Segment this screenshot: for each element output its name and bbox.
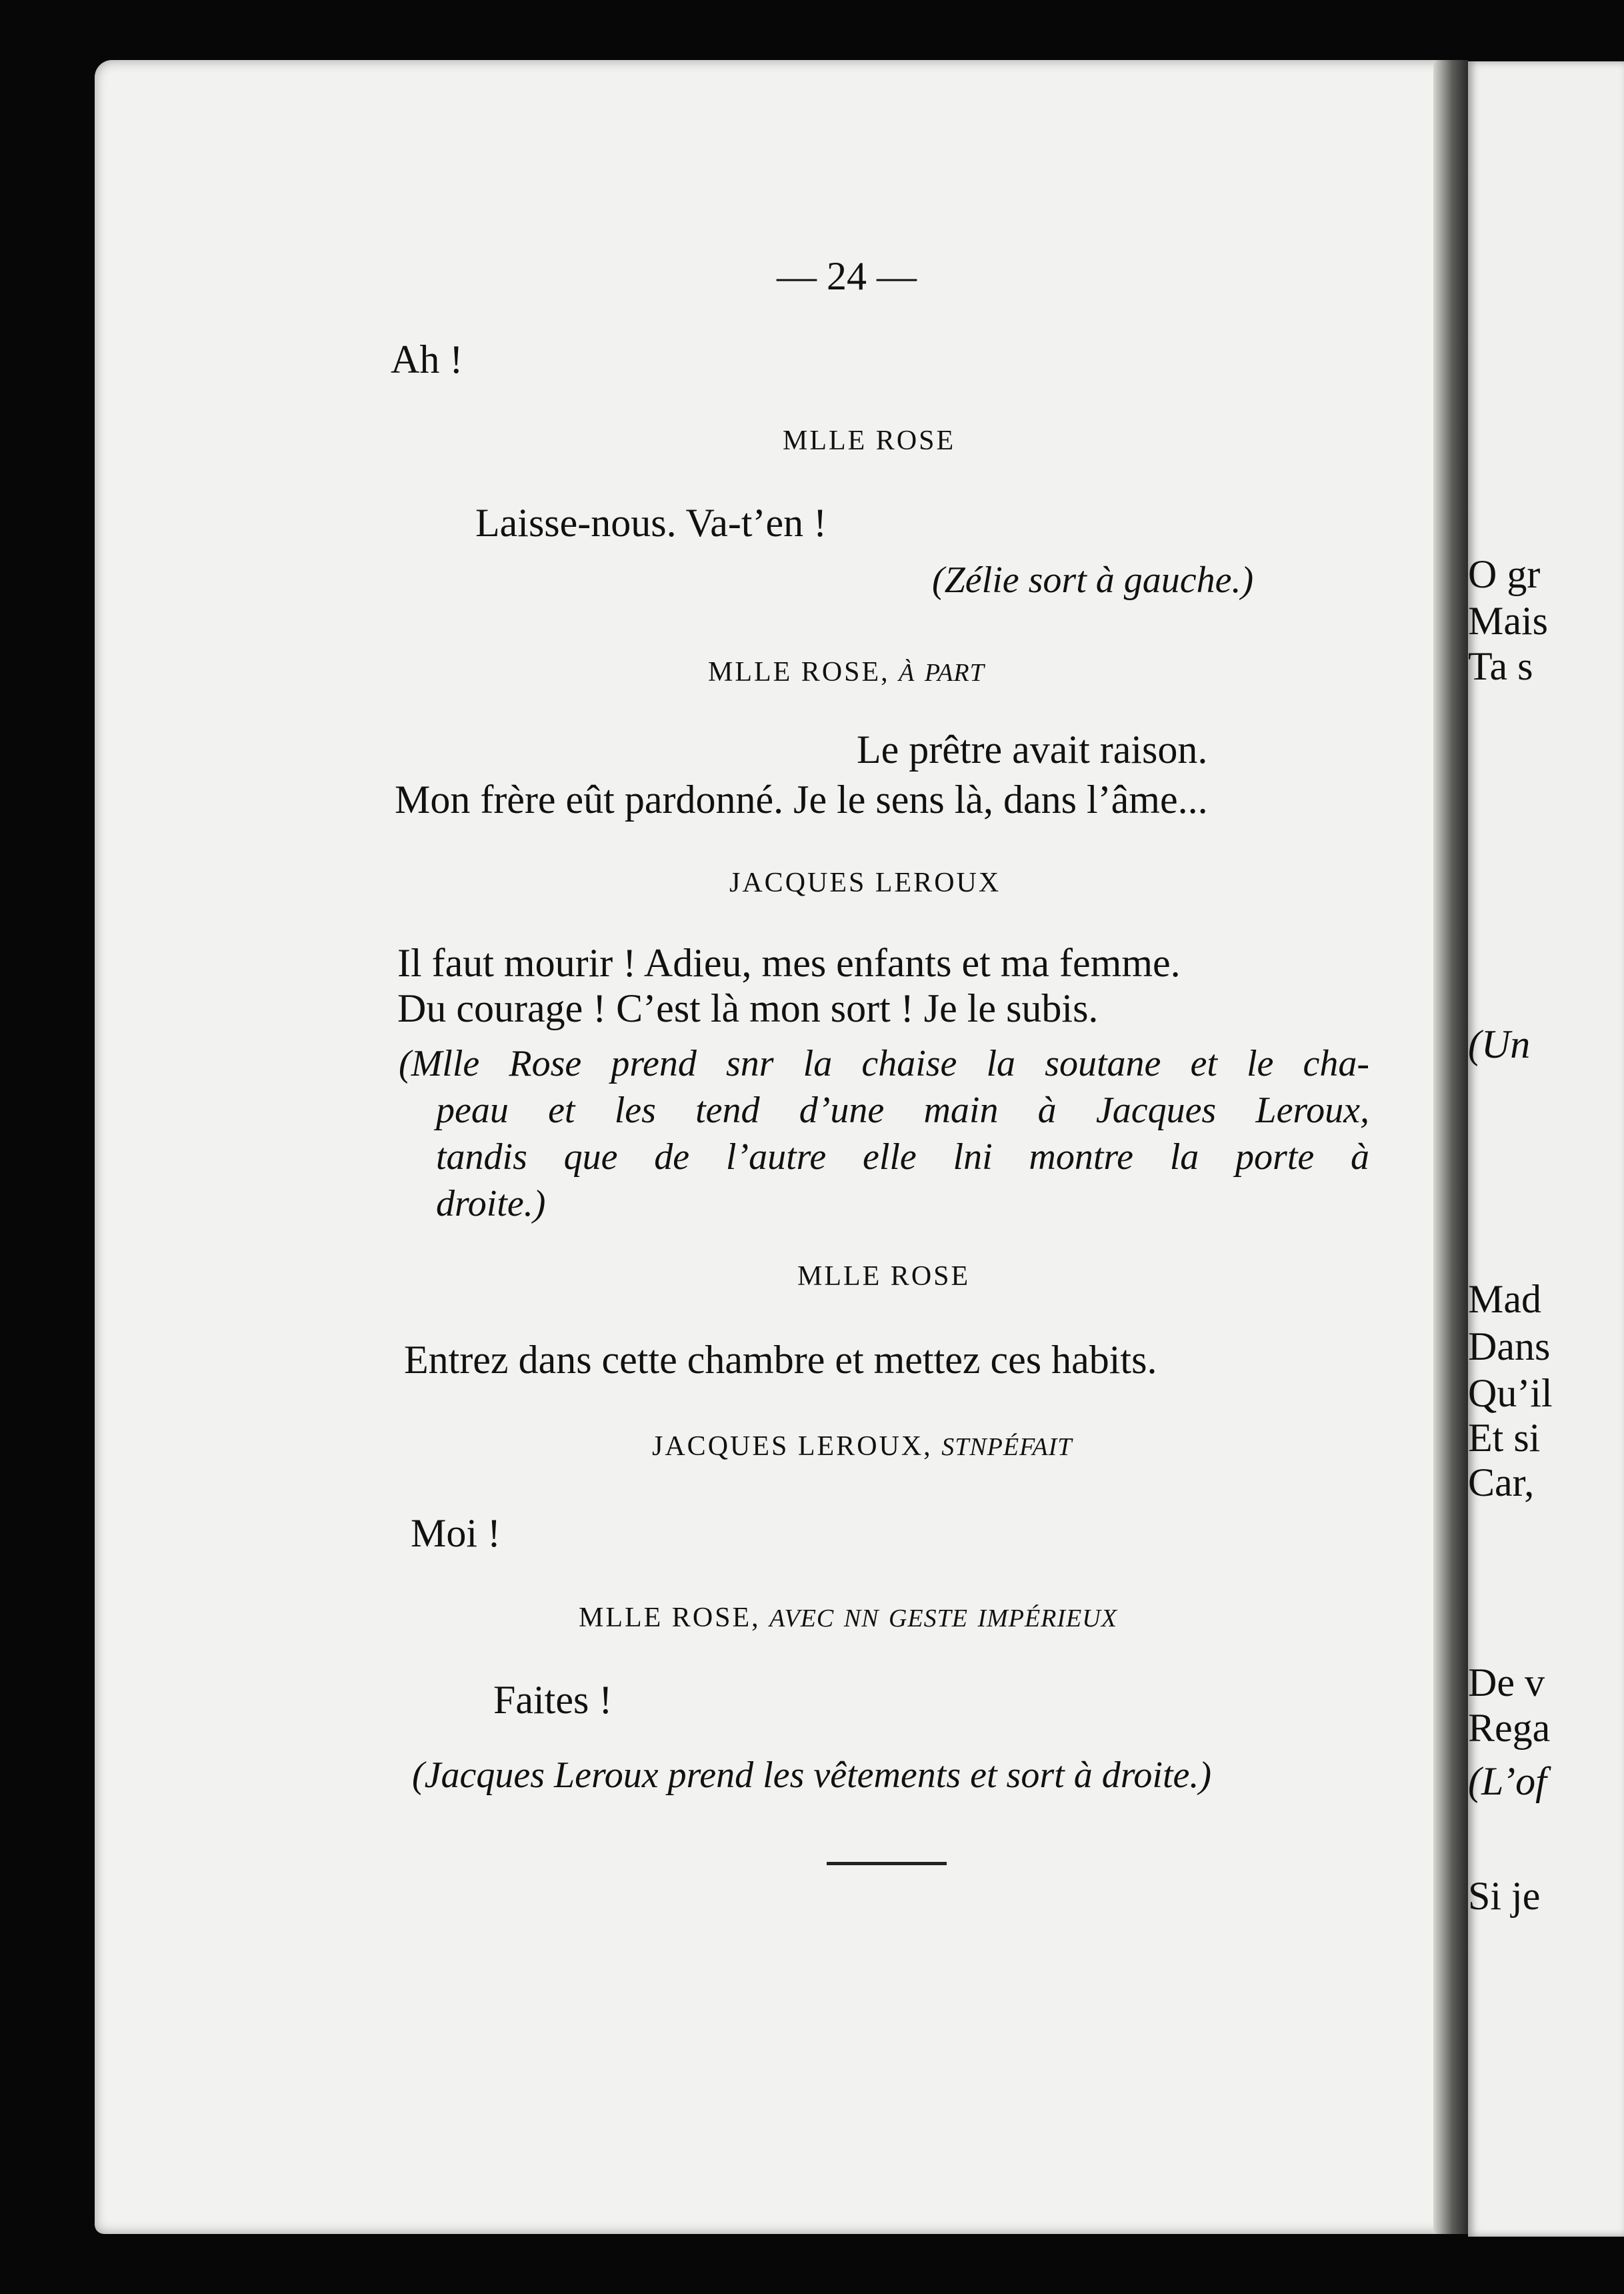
speaker-jacques-leroux-1: JACQUES LEROUX	[729, 868, 1001, 898]
right-line-8: Et si	[1468, 1416, 1541, 1460]
verse-courage: Du courage ! C’est là mon sort ! Je le subis.	[397, 986, 1099, 1030]
stage-direction-zelie: (Zélie sort à gauche.)	[932, 559, 1254, 601]
verse-pretre: Le prêtre avait raison.	[857, 728, 1208, 772]
verse-laisse-nous: Laisse-nous. Va-t’en !	[475, 501, 827, 545]
speaker-mlle-rose-2: MLLE ROSE, à part	[708, 649, 985, 689]
verse-faites: Faites !	[493, 1678, 613, 1722]
right-page	[1468, 61, 1624, 2237]
speaker-mlle-rose-1: MLLE ROSE	[783, 425, 956, 456]
speaker-mlle-rose-3: MLLE ROSE	[797, 1261, 971, 1292]
stage-line-4: droite.)	[436, 1183, 546, 1224]
scene-end-rule	[827, 1862, 947, 1865]
right-line-11: Rega	[1468, 1706, 1551, 1750]
right-line-4: (Un	[1468, 1022, 1531, 1066]
verse-mourir: Il faut mourir ! Adieu, mes enfants et ma femme.	[397, 941, 1181, 985]
verse-entrez: Entrez dans cette chambre et mettez ces habits.	[404, 1338, 1157, 1382]
book-gutter	[1433, 60, 1468, 2234]
verse-ah: Ah !	[391, 337, 463, 381]
right-line-7: Qu’il	[1468, 1371, 1553, 1415]
stage-direction-soutane	[399, 1040, 1369, 1227]
right-line-1: O gr	[1468, 552, 1541, 596]
right-line-10: De v	[1468, 1660, 1545, 1704]
stage-line-2: peau et les tend d’une main à Jacques Leroux,	[436, 1090, 1369, 1131]
stage-line-1: (Mlle Rose prend snr la chaise la soutane et le cha-	[399, 1043, 1369, 1084]
verse-moi: Moi !	[411, 1511, 501, 1555]
stage-direction-jacques-sort: (Jacques Leroux prend les vêtements et sort à droite.)	[412, 1755, 1212, 1796]
stage-line-3: tandis que de l’autre elle lni montre la porte à	[436, 1136, 1369, 1178]
right-line-6: Dans	[1468, 1324, 1551, 1368]
verse-frere: Mon frère eût pardonné. Je le sens là, dans l’âme...	[395, 778, 1208, 822]
speaker-mlle-rose-4: MLLE ROSE, avec nn geste impérieux	[579, 1594, 1117, 1634]
speaker-jacques-leroux-2: JACQUES LEROUX, stnpéfait	[652, 1423, 1073, 1463]
right-line-3: Ta s	[1468, 644, 1533, 688]
right-line-12: (L’of	[1468, 1759, 1547, 1803]
page-number: — 24 —	[777, 254, 917, 298]
right-line-2: Mais	[1468, 599, 1548, 643]
right-line-13: Si je	[1468, 1874, 1541, 1918]
right-line-5: Mad	[1468, 1277, 1541, 1321]
right-line-9: Car,	[1468, 1460, 1535, 1504]
